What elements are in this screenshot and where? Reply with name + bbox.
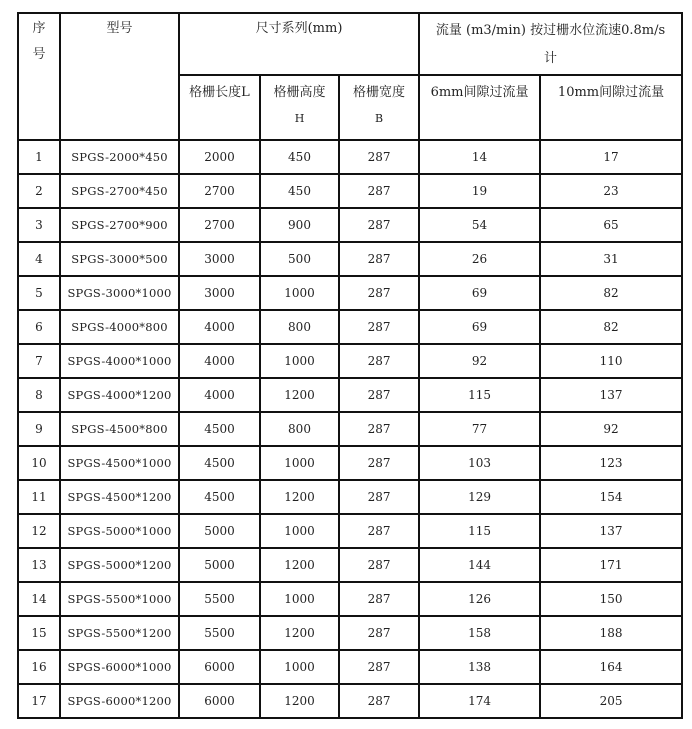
header-model: 型号 [60, 13, 179, 140]
cell-length: 6000 [179, 684, 260, 718]
table-row [18, 650, 682, 684]
cell-seq: 15 [18, 616, 60, 650]
cell-flow-10mm: 123 [540, 446, 682, 480]
cell-model: SPGS-2700*900 [60, 208, 179, 242]
cell-flow-10mm: 164 [540, 650, 682, 684]
cell-height: 1200 [260, 684, 339, 718]
cell-flow-10mm: 65 [540, 208, 682, 242]
header-width: 格栅宽度 B [339, 75, 419, 140]
cell-width: 287 [339, 480, 419, 514]
cell-flow-6mm: 144 [419, 548, 540, 582]
cell-seq: 7 [18, 344, 60, 378]
cell-width: 287 [339, 548, 419, 582]
cell-seq: 6 [18, 310, 60, 344]
table-row [18, 344, 682, 378]
cell-width: 287 [339, 310, 419, 344]
cell-seq: 13 [18, 548, 60, 582]
cell-flow-6mm: 54 [419, 208, 540, 242]
cell-length: 4500 [179, 480, 260, 514]
cell-model: SPGS-2000*450 [60, 140, 179, 174]
cell-flow-10mm: 17 [540, 140, 682, 174]
header-size-series: 尺寸系列(mm) [179, 13, 419, 75]
cell-height: 1000 [260, 276, 339, 310]
cell-model: SPGS-4000*1200 [60, 378, 179, 412]
table-row [18, 480, 682, 514]
cell-height: 1000 [260, 446, 339, 480]
cell-width: 287 [339, 446, 419, 480]
cell-height: 1000 [260, 650, 339, 684]
cell-model: SPGS-4500*1200 [60, 480, 179, 514]
cell-length: 3000 [179, 276, 260, 310]
header-flow-10mm: 10mm间隙过流量 [540, 75, 682, 140]
table-row [18, 684, 682, 718]
cell-flow-10mm: 137 [540, 378, 682, 412]
cell-flow-10mm: 23 [540, 174, 682, 208]
cell-length: 4500 [179, 446, 260, 480]
cell-flow-6mm: 138 [419, 650, 540, 684]
cell-seq: 8 [18, 378, 60, 412]
cell-width: 287 [339, 208, 419, 242]
table-row [18, 208, 682, 242]
cell-flow-10mm: 171 [540, 548, 682, 582]
cell-length: 6000 [179, 650, 260, 684]
cell-height: 1200 [260, 480, 339, 514]
cell-flow-6mm: 69 [419, 276, 540, 310]
cell-width: 287 [339, 276, 419, 310]
cell-seq: 12 [18, 514, 60, 548]
cell-flow-10mm: 82 [540, 276, 682, 310]
cell-flow-10mm: 154 [540, 480, 682, 514]
cell-flow-10mm: 82 [540, 310, 682, 344]
cell-height: 1000 [260, 514, 339, 548]
cell-width: 287 [339, 684, 419, 718]
header-flow: 流量 (m3/min) 按过栅水位流速0.8m/s计 [419, 13, 682, 75]
cell-width: 287 [339, 140, 419, 174]
cell-flow-10mm: 31 [540, 242, 682, 276]
cell-model: SPGS-6000*1200 [60, 684, 179, 718]
cell-length: 5500 [179, 616, 260, 650]
cell-model: SPGS-2700*450 [60, 174, 179, 208]
cell-seq: 9 [18, 412, 60, 446]
cell-model: SPGS-4000*800 [60, 310, 179, 344]
cell-flow-6mm: 129 [419, 480, 540, 514]
cell-flow-10mm: 110 [540, 344, 682, 378]
table-row [18, 616, 682, 650]
cell-flow-6mm: 92 [419, 344, 540, 378]
cell-width: 287 [339, 650, 419, 684]
cell-length: 5000 [179, 514, 260, 548]
cell-width: 287 [339, 242, 419, 276]
table-row [18, 310, 682, 344]
cell-height: 500 [260, 242, 339, 276]
cell-width: 287 [339, 412, 419, 446]
cell-seq: 3 [18, 208, 60, 242]
cell-model: SPGS-5000*1000 [60, 514, 179, 548]
cell-flow-6mm: 158 [419, 616, 540, 650]
cell-flow-6mm: 115 [419, 514, 540, 548]
cell-height: 800 [260, 412, 339, 446]
cell-seq: 1 [18, 140, 60, 174]
cell-width: 287 [339, 344, 419, 378]
header-row-top [18, 13, 682, 75]
header-height: 格栅高度 H [260, 75, 339, 140]
cell-height: 1200 [260, 378, 339, 412]
cell-width: 287 [339, 514, 419, 548]
cell-seq: 2 [18, 174, 60, 208]
table-row [18, 140, 682, 174]
cell-length: 4500 [179, 412, 260, 446]
cell-flow-10mm: 205 [540, 684, 682, 718]
cell-height: 1000 [260, 344, 339, 378]
cell-length: 4000 [179, 378, 260, 412]
cell-model: SPGS-4500*1000 [60, 446, 179, 480]
cell-seq: 11 [18, 480, 60, 514]
cell-seq: 16 [18, 650, 60, 684]
cell-width: 287 [339, 174, 419, 208]
cell-length: 2700 [179, 174, 260, 208]
cell-width: 287 [339, 616, 419, 650]
cell-width: 287 [339, 582, 419, 616]
cell-flow-6mm: 126 [419, 582, 540, 616]
cell-model: SPGS-4500*800 [60, 412, 179, 446]
cell-flow-6mm: 19 [419, 174, 540, 208]
cell-length: 5000 [179, 548, 260, 582]
cell-model: SPGS-3000*1000 [60, 276, 179, 310]
cell-height: 1200 [260, 616, 339, 650]
cell-model: SPGS-5000*1200 [60, 548, 179, 582]
cell-height: 1000 [260, 582, 339, 616]
cell-flow-10mm: 150 [540, 582, 682, 616]
cell-model: SPGS-3000*500 [60, 242, 179, 276]
cell-flow-6mm: 26 [419, 242, 540, 276]
header-flow-6mm: 6mm间隙过流量 [419, 75, 540, 140]
table-body [18, 140, 682, 718]
cell-height: 800 [260, 310, 339, 344]
table-row [18, 276, 682, 310]
cell-flow-10mm: 188 [540, 616, 682, 650]
table-row [18, 412, 682, 446]
cell-length: 2700 [179, 208, 260, 242]
cell-model: SPGS-4000*1000 [60, 344, 179, 378]
cell-length: 3000 [179, 242, 260, 276]
cell-flow-6mm: 174 [419, 684, 540, 718]
table-row [18, 378, 682, 412]
cell-seq: 14 [18, 582, 60, 616]
cell-flow-6mm: 14 [419, 140, 540, 174]
cell-seq: 5 [18, 276, 60, 310]
cell-flow-10mm: 92 [540, 412, 682, 446]
table-row [18, 548, 682, 582]
table-row [18, 242, 682, 276]
cell-seq: 17 [18, 684, 60, 718]
cell-seq: 10 [18, 446, 60, 480]
cell-model: SPGS-5500*1200 [60, 616, 179, 650]
cell-flow-10mm: 137 [540, 514, 682, 548]
spec-table [17, 12, 683, 719]
cell-height: 1200 [260, 548, 339, 582]
cell-height: 450 [260, 174, 339, 208]
cell-length: 4000 [179, 344, 260, 378]
cell-model: SPGS-6000*1000 [60, 650, 179, 684]
header-seq: 序号 [18, 13, 60, 140]
cell-flow-6mm: 103 [419, 446, 540, 480]
cell-height: 450 [260, 140, 339, 174]
cell-width: 287 [339, 378, 419, 412]
table-row [18, 582, 682, 616]
cell-length: 5500 [179, 582, 260, 616]
table-row [18, 514, 682, 548]
cell-flow-6mm: 69 [419, 310, 540, 344]
cell-flow-6mm: 115 [419, 378, 540, 412]
cell-length: 4000 [179, 310, 260, 344]
header-length: 格栅长度L [179, 75, 260, 140]
cell-seq: 4 [18, 242, 60, 276]
cell-model: SPGS-5500*1000 [60, 582, 179, 616]
cell-flow-6mm: 77 [419, 412, 540, 446]
cell-length: 2000 [179, 140, 260, 174]
cell-height: 900 [260, 208, 339, 242]
table-row [18, 174, 682, 208]
table-row [18, 446, 682, 480]
